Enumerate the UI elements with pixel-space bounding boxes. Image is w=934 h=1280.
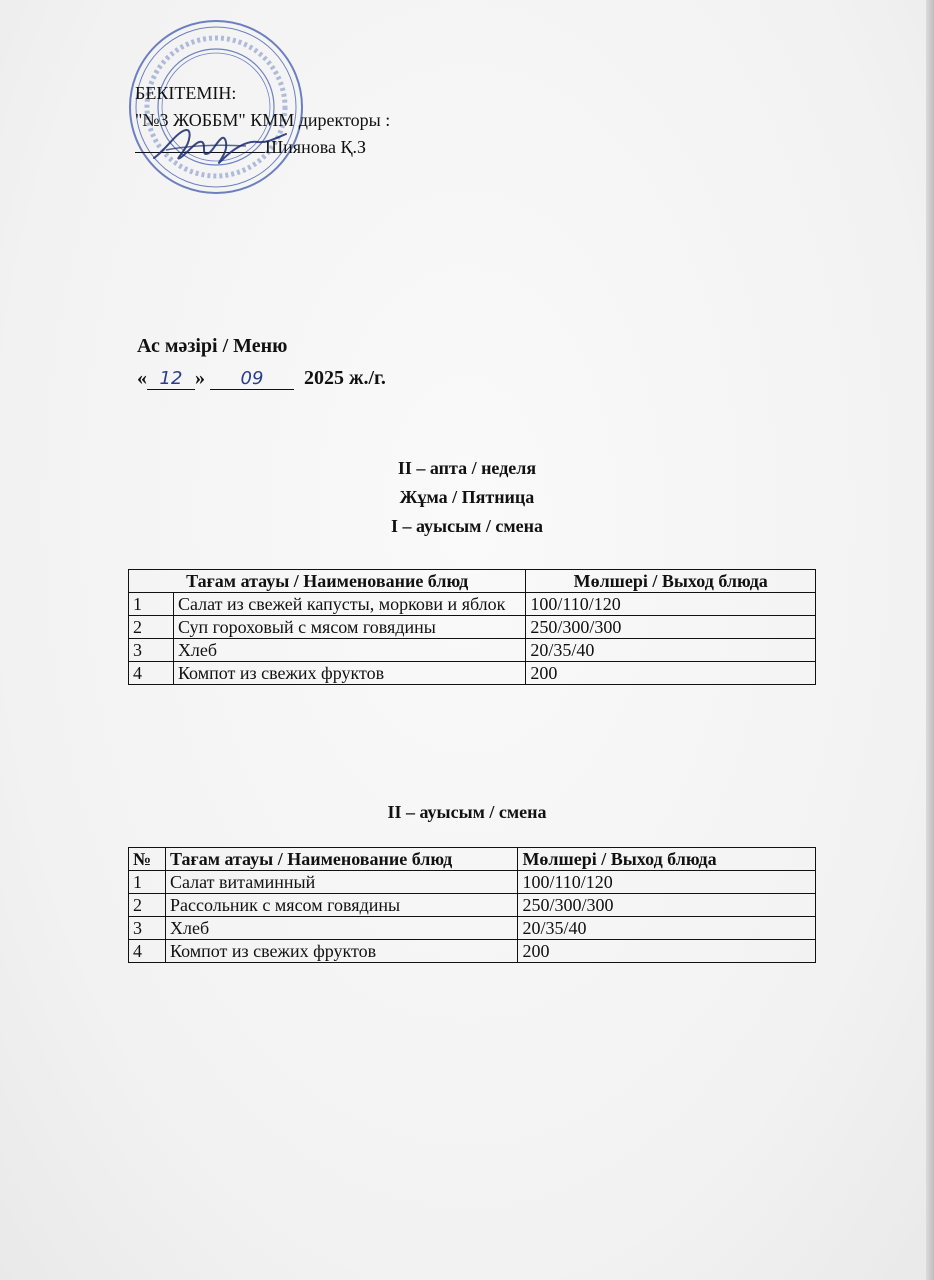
row-number: 2 bbox=[129, 894, 166, 917]
date-day: 12 bbox=[147, 369, 195, 390]
dish-name: Суп гороховый с мясом говядины bbox=[173, 616, 525, 639]
table-header-row bbox=[129, 570, 816, 593]
date-open-quote: « bbox=[137, 367, 147, 389]
page-edge-shadow bbox=[926, 0, 934, 1280]
row-number: 4 bbox=[129, 940, 166, 963]
day-heading: Жұма / Пятница bbox=[399, 487, 535, 507]
table-row bbox=[129, 662, 816, 685]
table-row bbox=[129, 871, 816, 894]
dish-name: Рассольник с мясом говядины bbox=[165, 894, 517, 917]
menu-date bbox=[137, 367, 386, 390]
dish-name: Хлеб bbox=[165, 917, 517, 940]
dish-name: Хлеб bbox=[173, 639, 525, 662]
table-header-row bbox=[129, 848, 816, 871]
dish-output: 20/35/40 bbox=[526, 639, 816, 662]
dish-output: 100/110/120 bbox=[526, 593, 816, 616]
dish-name: Салат витаминный bbox=[165, 871, 517, 894]
column-header-dish-name: Тағам атауы / Наименование блюд bbox=[165, 848, 517, 871]
dish-output: 200 bbox=[518, 940, 816, 963]
shift2-menu-table bbox=[128, 847, 816, 963]
dish-output: 200 bbox=[526, 662, 816, 685]
row-number: 4 bbox=[129, 662, 174, 685]
column-header-number: № bbox=[129, 848, 166, 871]
dish-name: Салат из свежей капусты, моркови и яблок bbox=[173, 593, 525, 616]
row-number: 3 bbox=[129, 917, 166, 940]
director-name: Шиянова Қ.З bbox=[265, 137, 366, 157]
row-number: 1 bbox=[129, 593, 174, 616]
dish-output: 100/110/120 bbox=[518, 871, 816, 894]
row-number: 2 bbox=[129, 616, 174, 639]
shift1-heading: І – ауысым / смена bbox=[390, 516, 544, 536]
table-row bbox=[129, 639, 816, 662]
dish-name: Компот из свежих фруктов bbox=[173, 662, 525, 685]
table-row bbox=[129, 894, 816, 917]
week-heading: ІІ – апта / неделя bbox=[397, 458, 537, 478]
menu-title: Ас мәзірі / Меню bbox=[137, 335, 288, 357]
approval-school-director: "№3 ЖОББМ" КММ директоры : bbox=[135, 110, 391, 130]
row-number: 1 bbox=[129, 871, 166, 894]
table-row bbox=[129, 917, 816, 940]
table-row bbox=[129, 940, 816, 963]
dish-output: 250/300/300 bbox=[518, 894, 816, 917]
dish-output: 250/300/300 bbox=[526, 616, 816, 639]
table-row bbox=[129, 616, 816, 639]
column-header-output: Мөлшері / Выход блюда bbox=[518, 848, 816, 871]
date-year: 2025 ж./г. bbox=[304, 367, 386, 389]
table-row bbox=[129, 593, 816, 616]
shift2-heading: ІІ – ауысым / смена bbox=[387, 802, 547, 822]
handwritten-signature bbox=[146, 120, 296, 170]
shift1-menu-table bbox=[128, 569, 816, 685]
row-number: 3 bbox=[129, 639, 174, 662]
approval-heading: БЕКІТЕМІН: bbox=[135, 83, 237, 103]
column-header-output: Мөлшері / Выход блюда bbox=[526, 570, 816, 593]
column-header-dish-name: Тағам атауы / Наименование блюд bbox=[129, 570, 526, 593]
dish-output: 20/35/40 bbox=[518, 917, 816, 940]
dish-name: Компот из свежих фруктов bbox=[165, 940, 517, 963]
date-close-quote: » bbox=[195, 367, 205, 389]
date-month: 09 bbox=[210, 369, 294, 390]
